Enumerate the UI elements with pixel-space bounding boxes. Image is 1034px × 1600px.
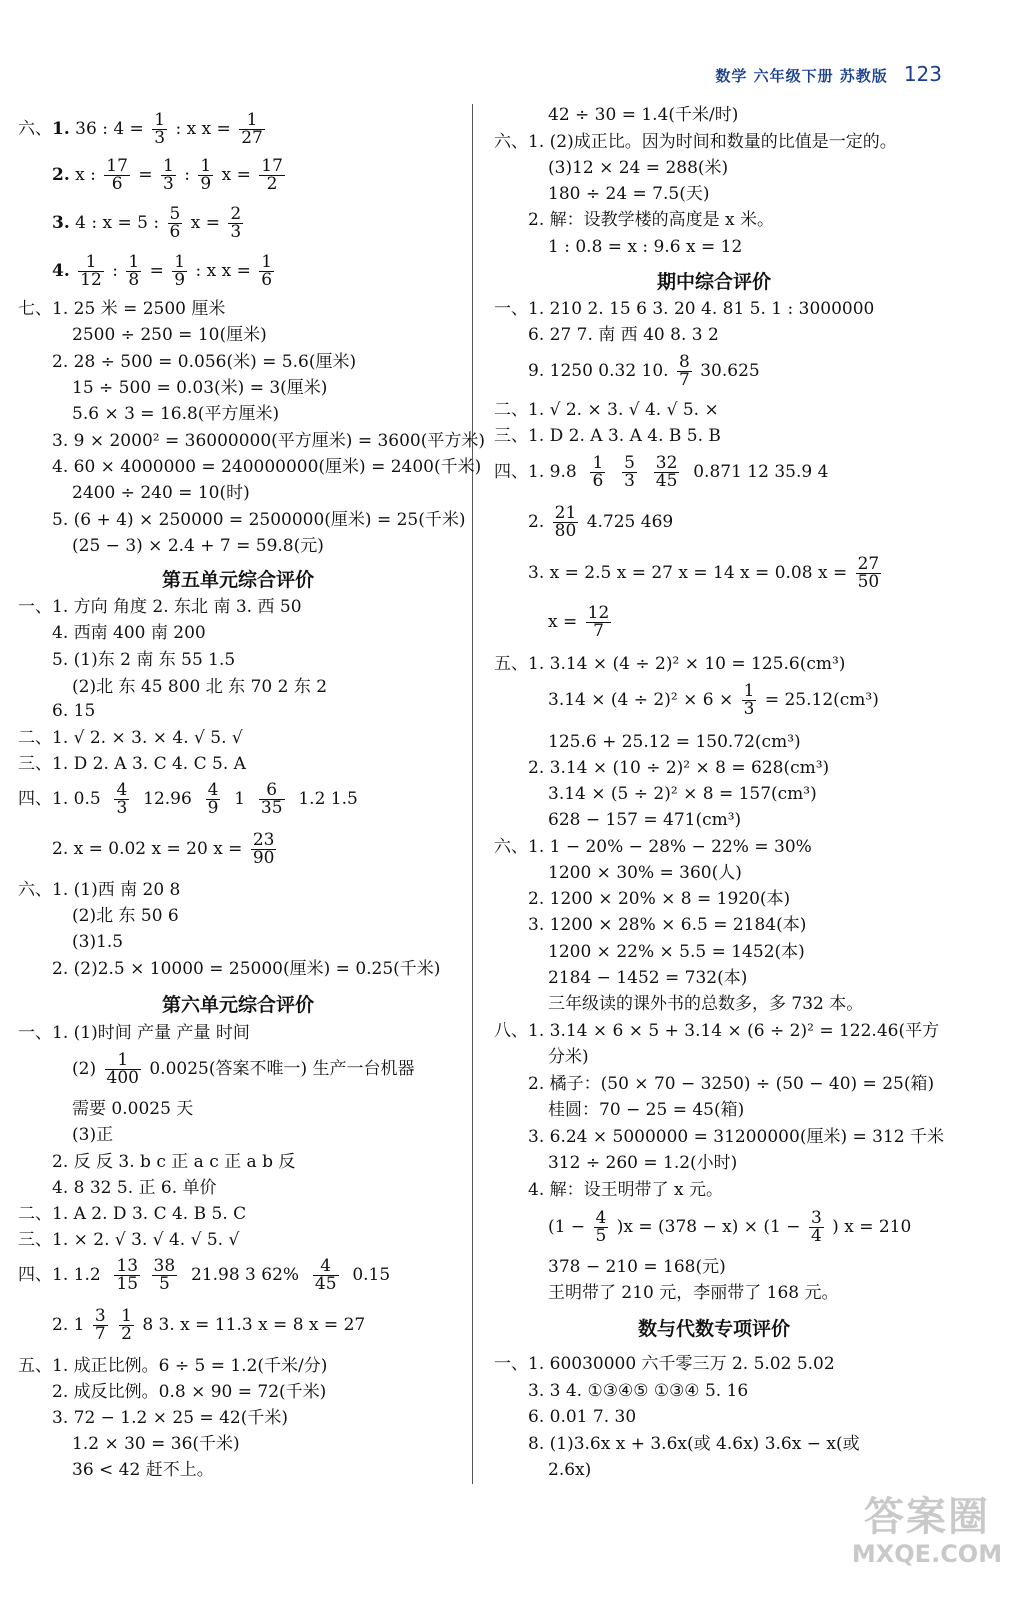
answer-line: 2. 1 $\frac{3}{7}$ $\frac{1}{2}$ 8 3. x = 11.3 x = 8 x = 27 — [52, 1306, 366, 1344]
answer-line: 2. 橘子：(50 × 70 − 3250) ÷ (50 − 40) = 25(箱) — [528, 1074, 935, 1094]
page-header — [715, 62, 942, 86]
subject-label: 数学 六年级下册 苏教版 — [715, 67, 888, 85]
answer-line: 6. 0.01 7. 30 — [528, 1407, 637, 1427]
answer-line: 36 < 42 赶不上。 — [72, 1460, 214, 1480]
answer-line: 3. x = 2.5 x = 27 x = 14 x = 0.08 x = $\frac{27}{50}$ — [528, 554, 880, 592]
answer-line: 5. (6 + 4) × 250000 = 2500000(厘米) = 25(千米) — [52, 510, 466, 530]
answer-line: (25 − 3) × 2.4 + 7 = 59.8(元) — [72, 536, 324, 556]
answer-line: 4. 解：设王明带了 x 元。 — [528, 1180, 724, 1200]
fraction: $\frac{1}{3}$ — [162, 156, 174, 194]
answer-line: 王明带了 210 元，李丽带了 168 元。 — [548, 1283, 839, 1303]
page-number: 123 — [903, 62, 942, 86]
answer-line: 9. 1250 0.32 10. $\frac{8}{7}$ 30.625 — [528, 352, 760, 390]
fraction: $\frac{4}{5}$ — [595, 1208, 607, 1246]
answer-line: 三、1. × 2. √ 3. √ 4. √ 5. √ — [18, 1230, 240, 1250]
answer-line: 三、1. D 2. A 3. C 4. C 5. A — [18, 754, 246, 774]
answer-line: 1 : 0.8 = x : 9.6 x = 12 — [548, 237, 743, 257]
fraction: $\frac{1}{6}$ — [261, 252, 273, 290]
answer-line: 5.6 × 3 = 16.8(平方厘米) — [72, 404, 280, 424]
fraction: $\frac{1}{8}$ — [128, 252, 140, 290]
fraction: $\frac{2}{3}$ — [230, 204, 242, 242]
answer-line: 3.14 × (4 ÷ 2)² × 6 × $\frac{1}{3}$ = 25.12(cm³) — [548, 681, 879, 719]
answer-line: 一、1. (1)时间 产量 产量 时间 — [18, 1023, 250, 1043]
fraction: $\frac{8}{7}$ — [679, 352, 690, 390]
fraction: $\frac{13}{15}$ — [116, 1256, 139, 1294]
answer-line: 2. $\frac{21}{80}$ 4.725 469 — [528, 503, 674, 541]
fraction: $\frac{17}{2}$ — [261, 156, 283, 194]
fraction: $\frac{1}{6}$ — [592, 453, 604, 491]
fraction: $\frac{5}{6}$ — [169, 204, 181, 242]
answer-line: x = $\frac{12}{7}$ — [548, 603, 610, 641]
answer-line: 125.6 + 25.12 = 150.72(cm³) — [548, 732, 801, 752]
section-title: 第五单元综合评价 — [161, 569, 314, 591]
answer-line: 四、1. 1.2 $\frac{13}{15}$ $\frac{38}{5}$ 21.98 3 62% $\frac{4}{45}$ 0.15 — [18, 1256, 391, 1294]
fraction: $\frac{38}{5}$ — [153, 1256, 176, 1294]
answer-line: 3. 72 − 1.2 × 25 = 42(千米) — [52, 1408, 288, 1428]
answer-line: 2.6x) — [548, 1460, 592, 1480]
column-divider — [472, 104, 473, 1484]
answer-line: 五、1. 成正比例。6 ÷ 5 = 1.2(千米/分) — [18, 1356, 328, 1376]
answer-line: 桂圆：70 − 25 = 45(箱) — [548, 1100, 745, 1120]
fraction: $\frac{1}{2}$ — [121, 1306, 132, 1344]
answer-line: 六、1. 1 − 20% − 28% − 22% = 30% — [494, 837, 812, 857]
answer-line: 四、1. 0.5 $\frac{4}{3}$ 12.96 $\frac{4}{9}$ 1 $\frac{6}{35}$ 1.2 1.5 — [18, 780, 358, 818]
answer-line: 3. 4 : x = 5 : $\frac{5}{6}$ x = $\frac{2}{3}$ — [52, 204, 242, 242]
answer-line: 五、1. 3.14 × (4 ÷ 2)² × 10 = 125.6(cm³) — [494, 654, 846, 674]
answer-line: (2)北 东 45 800 北 东 70 2 东 2 — [72, 677, 328, 697]
fraction: $\frac{4}{9}$ — [207, 780, 219, 818]
answer-line: 3. 3 4. ①③④⑤ ①③④ 5. 16 — [528, 1381, 749, 1401]
answer-line: (3)1.5 — [72, 932, 124, 952]
answer-line: 四、1. 9.8 $\frac{1}{6}$ $\frac{5}{3}$ $\frac{32}{45}$ 0.871 12 35.9 4 — [494, 453, 829, 491]
answer-line: 2184 − 1452 = 732(本) — [548, 968, 748, 988]
answer-line: 8. (1)3.6x x + 3.6x(或 4.6x) 3.6x − x(或 — [528, 1434, 860, 1454]
fraction: $\frac{32}{45}$ — [655, 453, 678, 491]
answer-line: 一、1. 60030000 六千零三万 2. 5.02 5.02 — [494, 1354, 835, 1374]
fraction: $\frac{4}{45}$ — [314, 1256, 337, 1294]
answer-line: 八、1. 3.14 × 6 × 5 + 3.14 × (6 ÷ 2)² = 122.46(平方 — [494, 1021, 940, 1041]
answer-line: 需要 0.0025 天 — [72, 1099, 194, 1119]
fraction: $\frac{6}{35}$ — [260, 780, 283, 818]
answer-line: 4. $\frac{1}{12}$ : $\frac{1}{8}$ = $\frac{1}{9}$ : x x = $\frac{1}{6}$ — [52, 252, 273, 290]
answer-line: 六、1. 36 : 4 = $\frac{1}{3}$ : x x = $\frac{1}{27}$ — [18, 110, 263, 148]
fraction: $\frac{17}{6}$ — [106, 156, 128, 194]
answer-line: 三年级读的课外书的总数多，多 732 本。 — [548, 994, 864, 1014]
fraction: $\frac{5}{3}$ — [624, 453, 635, 491]
answer-line: 3.14 × (5 ÷ 2)² × 8 = 157(cm³) — [548, 784, 817, 804]
fraction: $\frac{27}{50}$ — [857, 554, 880, 592]
answer-line: 3. 1200 × 28% × 6.5 = 2184(本) — [528, 915, 807, 935]
answer-line: (2) $\frac{1}{400}$ 0.0025(答案不唯一) 生产一台机器 — [72, 1050, 415, 1088]
answer-line: 5. (1)东 2 南 东 55 1.5 — [52, 650, 236, 670]
answer-line: 4. 西南 400 南 200 — [52, 623, 206, 643]
fraction: $\frac{1}{3}$ — [743, 681, 755, 719]
answer-line: 4. 60 × 4000000 = 240000000(厘米) = 2400(千米) — [52, 457, 482, 477]
answer-line: 628 − 157 = 471(cm³) — [548, 810, 742, 830]
answer-line: 二、1. √ 2. × 3. × 4. √ 5. √ — [18, 728, 243, 748]
section-title: 第六单元综合评价 — [161, 994, 314, 1016]
answer-line: 1200 × 22% × 5.5 = 1452(本) — [548, 942, 805, 962]
answer-line: (1 − $\frac{4}{5}$ )x = (378 − x) × (1 − $\frac{3}{4}$ ) x = 210 — [548, 1208, 912, 1246]
answer-line: 六、1. (1)西 南 20 8 — [18, 880, 181, 900]
answer-line: 2500 ÷ 250 = 10(厘米) — [72, 325, 267, 345]
answer-line: 42 ÷ 30 = 1.4(千米/时) — [548, 105, 739, 125]
answer-line: 15 ÷ 500 = 0.03(米) = 3(厘米) — [72, 378, 328, 398]
fraction: $\frac{3}{7}$ — [94, 1306, 106, 1344]
answer-line: 180 ÷ 24 = 7.5(天) — [548, 184, 710, 204]
answer-line: 一、1. 210 2. 15 6 3. 20 4. 81 5. 1 : 3000000 — [494, 299, 875, 319]
answer-line: 2. 成反比例。0.8 × 90 = 72(千米) — [52, 1382, 327, 1402]
section-title: 数与代数专项评价 — [637, 1318, 790, 1340]
answer-line: 分米) — [548, 1047, 589, 1067]
section-title: 期中综合评价 — [656, 271, 771, 293]
answer-line: 2. 1200 × 20% × 8 = 1920(本) — [528, 889, 791, 909]
fraction: $\frac{12}{7}$ — [587, 603, 610, 641]
answer-line: 3. 6.24 × 5000000 = 31200000(厘米) = 312 千米 — [528, 1127, 944, 1147]
fraction: $\frac{21}{80}$ — [554, 503, 577, 541]
answer-line: 六、1. (2)成正比。因为时间和数量的比值是一定的。 — [494, 132, 897, 152]
answer-line: (3)12 × 24 = 288(米) — [548, 158, 729, 178]
answer-line: 378 − 210 = 168(元) — [548, 1257, 726, 1277]
answer-line: 2. 28 ÷ 500 = 0.056(米) = 5.6(厘米) — [52, 352, 357, 372]
answer-line: 2. 3.14 × (10 ÷ 2)² × 8 = 628(cm³) — [528, 758, 830, 778]
answer-line: (2)北 东 50 6 — [72, 906, 179, 926]
fraction: $\frac{1}{3}$ — [154, 110, 166, 148]
answer-line: 2400 ÷ 240 = 10(时) — [72, 483, 250, 503]
answer-line: 2. x : $\frac{17}{6}$ = $\frac{1}{3}$ : $\frac{1}{9}$ x = $\frac{17}{2}$ — [52, 156, 283, 194]
answer-line: 2. 反 反 3. b c 正 a c 正 a b 反 — [52, 1152, 296, 1172]
answer-line: 三、1. D 2. A 3. A 4. B 5. B — [494, 426, 721, 446]
answer-line: 1200 × 30% = 360(人) — [548, 863, 742, 883]
answer-line: 2. (2)2.5 × 10000 = 25000(厘米) = 0.25(千米) — [52, 959, 441, 979]
fraction: $\frac{1}{12}$ — [80, 252, 102, 290]
answer-line: 1.2 × 30 = 36(千米) — [72, 1434, 240, 1454]
answer-line: 二、1. A 2. D 3. C 4. B 5. C — [18, 1204, 247, 1224]
watermark-logo: 答案圈 MXQE.COM — [851, 1494, 1003, 1568]
fraction: $\frac{1}{9}$ — [200, 156, 212, 194]
answer-line: 4. 8 32 5. 正 6. 单价 — [52, 1178, 217, 1198]
fraction: $\frac{3}{4}$ — [810, 1208, 822, 1246]
answer-line: 312 ÷ 260 = 1.2(小时) — [548, 1153, 738, 1173]
fraction: $\frac{1}{27}$ — [241, 110, 263, 148]
fraction: $\frac{1}{9}$ — [174, 252, 186, 290]
answer-line: 一、1. 方向 角度 2. 东北 南 3. 西 50 — [18, 597, 302, 617]
answer-line: 6. 27 7. 南 西 40 8. 3 2 — [528, 325, 719, 345]
answer-line: (3)正 — [72, 1125, 114, 1145]
answer-line: 2. x = 0.02 x = 20 x = $\frac{23}{90}$ — [52, 830, 275, 868]
answer-line: 2. 解：设教学楼的高度是 x 米。 — [528, 210, 775, 230]
fraction: $\frac{4}{3}$ — [116, 780, 128, 818]
answer-line: 七、1. 25 米 = 2500 厘米 — [18, 299, 226, 319]
fraction: $\frac{1}{400}$ — [106, 1050, 139, 1088]
answer-line: 3. 9 × 2000² = 36000000(平方厘米) = 3600(平方米) — [52, 431, 485, 451]
answer-line: 6. 15 — [52, 701, 96, 721]
answer-line: 二、1. √ 2. × 3. √ 4. √ 5. × — [494, 400, 719, 420]
fraction: $\frac{23}{90}$ — [252, 830, 275, 868]
